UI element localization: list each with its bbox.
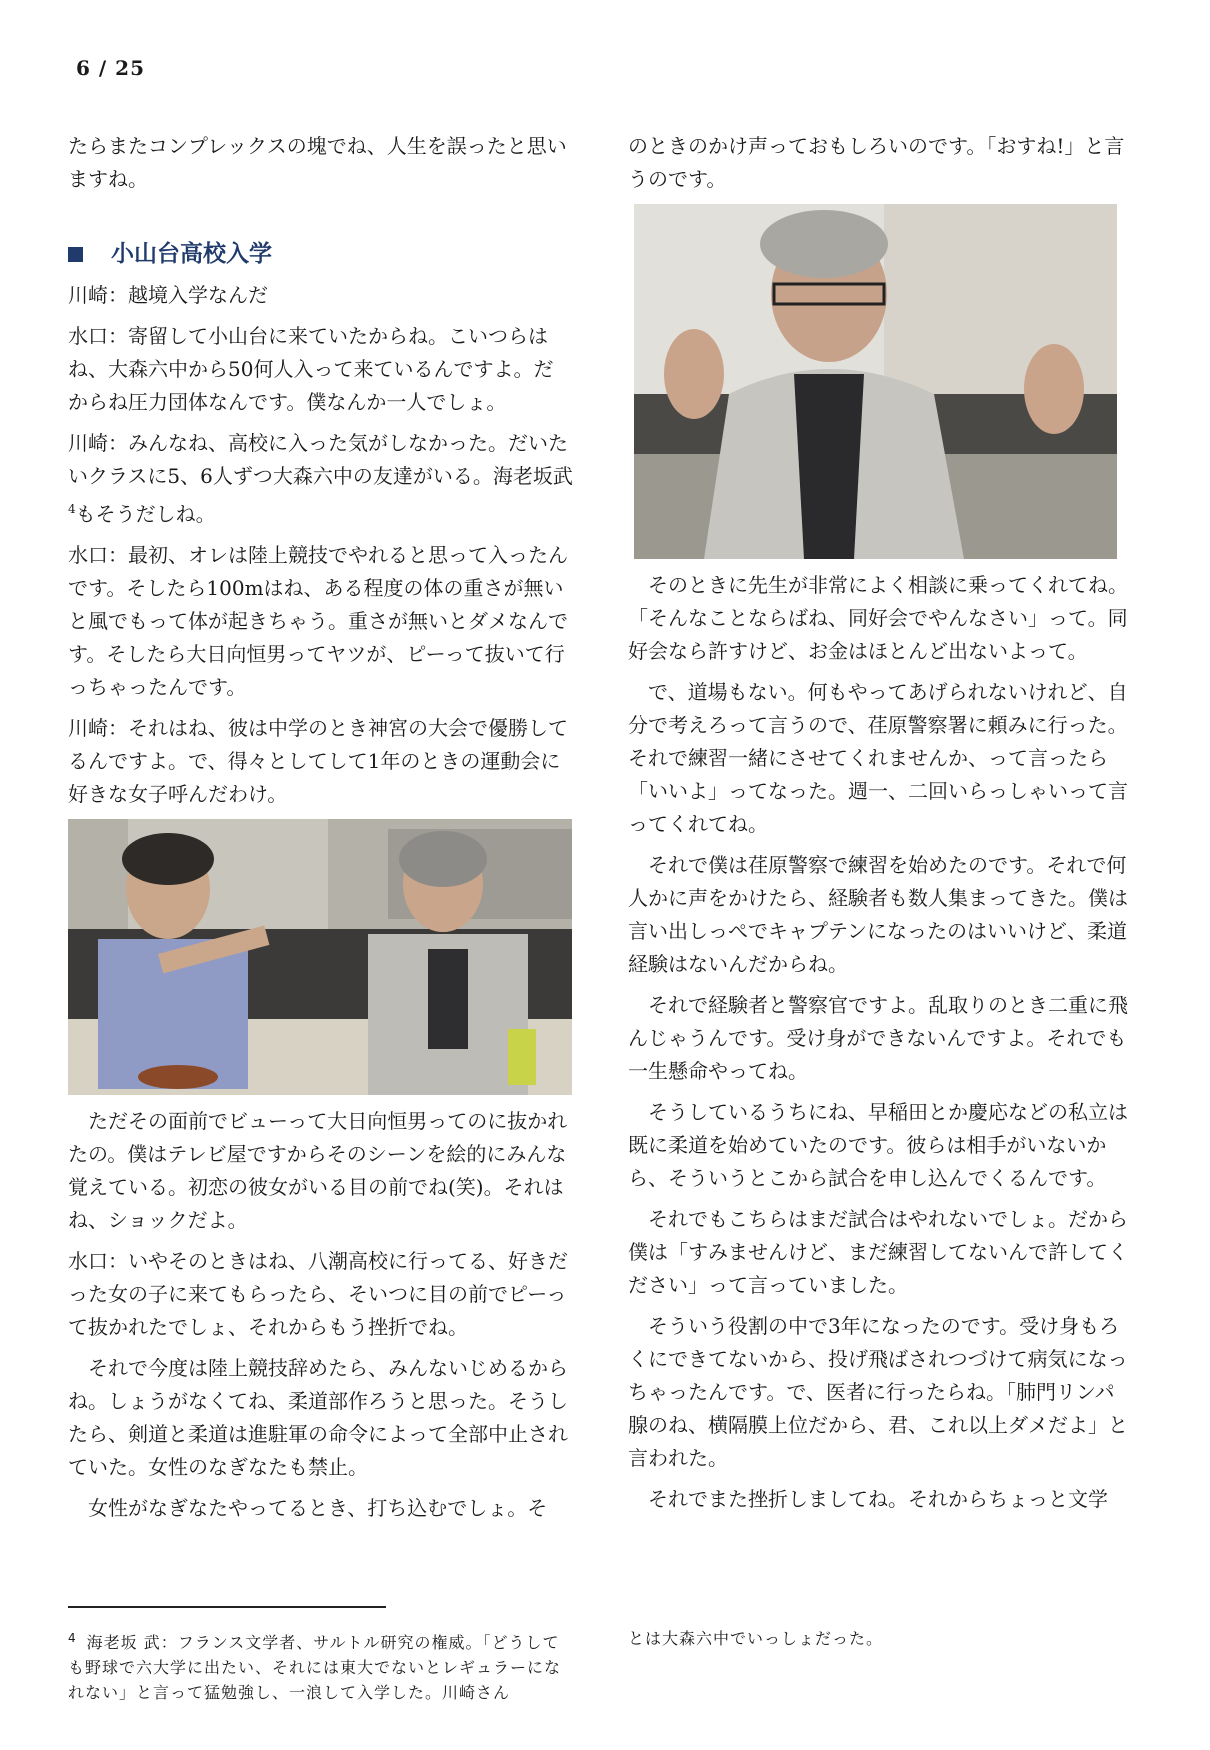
paragraph: そうしているうちにね、早稲田とか慶応などの私立は既に柔道を始めていたのです。彼らは相手がいないから、そういうとこから試合を申し込んでくるんです。 [628, 1100, 1128, 1190]
paragraph [68, 427, 573, 531]
paragraph: 水口：最初、オレは陸上競技でやれると思って入ったんです。そしたら100mはね、ある程度の体の重さが無いと風でもって体が起きちゃう。重さが無いとダメなんです。そしたら大日向恒男ってヤツが、ピーって抜いて行っちゃったんです。 [68, 543, 568, 699]
paragraph: のときのかけ声っておもしろいのです。「おすね!」と言うのです。 [628, 134, 1125, 191]
footnote-divider [68, 1606, 386, 1608]
photo-two-men-talking [68, 819, 572, 1095]
section-heading [68, 238, 573, 271]
footnote-text: 海老坂 武：フランス文学者、サルトル研究の権威。「どうしても野球で六大学に出たい、それには東大でないとレギュラーになれない」と言って猛勉強し、一浪して入学した。川崎さん [68, 1633, 562, 1702]
paragraph: 水口：いやそのときはね、八潮高校に行ってる、好きだった女の子に来てもらったら、そいつに目の前でピーって抜かれたでしょ、それからもう挫折でね。 [68, 1249, 568, 1339]
paragraph-text: 川崎：みんなね、高校に入った気がしなかった。だいたいクラスに5、6人ずつ大森六中の友達がいる。海老坂武 [68, 431, 573, 488]
paragraph: それでもこちらはまだ試合はやれないでしょ。だから僕は「すみませんけど、まだ練習してないんで許してください」って言っていました。 [628, 1207, 1128, 1297]
paragraph: それで経験者と警察官ですよ。乱取りのとき二重に飛んじゃうんです。受け身ができないんですよ。それでも一生懸命やってね。 [628, 993, 1128, 1083]
footnote-reference[interactable]: 4 [68, 502, 76, 516]
paragraph: それでまた挫折しましてね。それからちょっと文学 [648, 1487, 1108, 1511]
left-column [68, 130, 573, 1533]
section-heading-text: 小山台高校入学 [111, 241, 272, 267]
photo-man-gesturing [634, 204, 1117, 559]
paragraph: 水口：寄留して小山台に来ていたからね。こいつらはね、大森六中から50何人入って来ているんですよ。だからね圧力団体なんです。僕なんか一人でしょ。 [68, 324, 554, 414]
paragraph-text: もそうだしね。 [75, 502, 216, 526]
paragraph: そのときに先生が非常によく相談に乗ってくれてね。「そんなことならばね、同好会でやんなさい」って。同好会なら許すけど、お金はほとんど出ないよって。 [628, 573, 1128, 663]
paragraph: ただその面前でビューって大日向恒男ってのに抜かれたの。僕はテレビ屋ですからそのシーンを絵的にみんな覚えている。初恋の彼女がいる目の前でね(笑)。それはね、ショックだよ。 [68, 1109, 568, 1232]
footnote-number: 4 [68, 1631, 77, 1645]
paragraph: 川崎：それはね、彼は中学のとき神宮の大会で優勝してるんですよ。で、得々としてして1年のときの運動会に好きな女子呼んだわけ。 [68, 716, 568, 806]
page-number: 6 / 25 [76, 56, 145, 80]
paragraph: たらまたコンプレックスの塊でね、人生を誤ったと思いますね。 [68, 134, 567, 191]
paragraph: 川崎：越境入学なんだ [68, 283, 268, 307]
paragraph: そういう役割の中で3年になったのです。受け身もろくにできてないから、投げ飛ばされつづけて病気になっちゃったんです。で、医者に行ったらね。「肺門リンパ腺のね、横隔膜上位だから、君、これ以上ダメだよ」と言われた。 [628, 1314, 1128, 1470]
paragraph: 女性がなぎなたやってるとき、打ち込むでしょ。そ [88, 1496, 548, 1520]
footnote [68, 1626, 568, 1705]
paragraph: で、道場もない。何もやってあげられないけれど、自分で考えろって言うので、荏原警察署に頼みに行った。それで練習一緒にさせてくれませんか、って言ったら「いいよ」ってなった。週一、二回いらっしゃいって言ってくれてね。 [628, 680, 1128, 836]
square-bullet-icon [68, 247, 83, 262]
right-column [628, 130, 1133, 1524]
paragraph: それで僕は荏原警察で練習を始めたのです。それで何人かに声をかけたら、経験者も数人集まってきた。僕は言い出しっぺでキャプテンになったのはいいけど、柔道経験はないんだからね。 [628, 853, 1128, 976]
paragraph: それで今度は陸上競技辞めたら、みんないじめるからね。しょうがなくてね、柔道部作ろうと思った。そうしたら、剣道と柔道は進駐軍の命令によって全部中止されていた。女性のなぎなたも禁止。 [68, 1356, 568, 1479]
footnote-continuation: とは大森六中でいっしょだった。 [628, 1629, 884, 1648]
